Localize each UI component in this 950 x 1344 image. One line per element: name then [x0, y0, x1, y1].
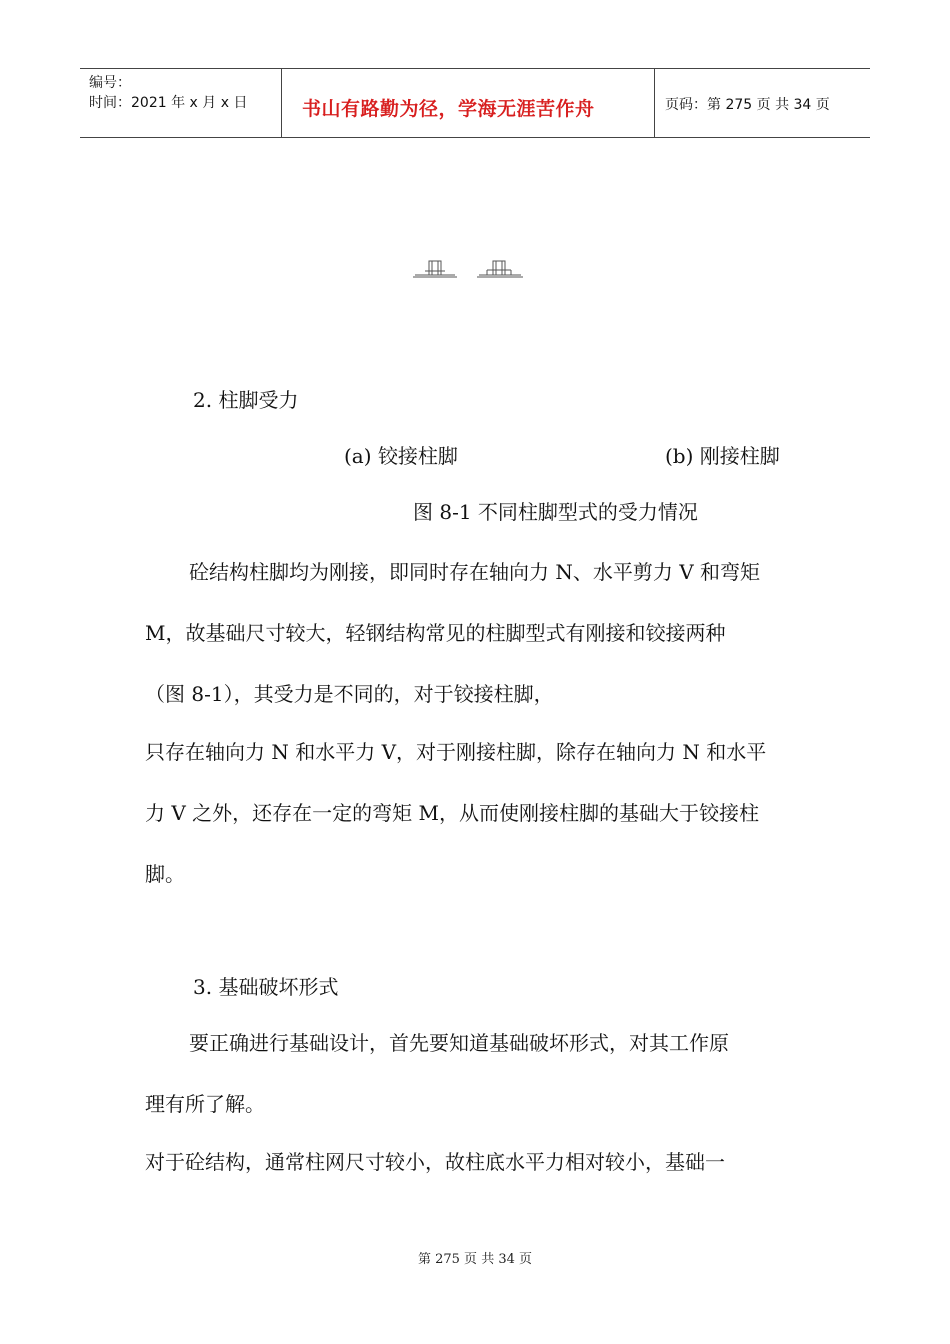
section-2-title: 2. 柱脚受力 [193, 388, 299, 412]
caption-b: (b) 刚接柱脚 [665, 444, 780, 468]
paragraph-1-line-6: 脚。 [145, 862, 185, 886]
page-info: 页码：第 275 页 共 34 页 [665, 97, 830, 113]
column-base-figure [413, 257, 525, 279]
hinged-base-icon [413, 261, 457, 277]
paragraph-1-line-3: （图 8-1），其受力是不同的，对于铰接柱脚， [145, 682, 554, 706]
paragraph-1-line-4: 只存在轴向力 N 和水平力 V，对于刚接柱脚，除存在轴向力 N 和水平 [145, 740, 767, 764]
paragraph-2-line-1: 要正确进行基础设计，首先要知道基础破坏形式，对其工作原 [189, 1031, 729, 1055]
section-3-title: 3. 基础破坏形式 [193, 975, 339, 999]
paragraph-1-line-5: 力 V 之外，还存在一定的弯矩 M，从而使刚接柱脚的基础大于铰接柱 [145, 801, 759, 825]
paragraph-1-line-2: M，故基础尺寸较大，轻钢结构常见的柱脚型式有刚接和铰接两种 [145, 621, 726, 645]
header-table [80, 68, 870, 138]
paragraph-1-line-1: 砼结构柱脚均为刚接，即同时存在轴向力 N、水平剪力 V 和弯矩 [189, 560, 761, 584]
page-footer: 第 275 页 共 34 页 [417, 1252, 533, 1267]
date-label: 时间：2021 年 x 月 x 日 [89, 95, 248, 111]
figure-caption: 图 8-1 不同柱脚型式的受力情况 [413, 500, 698, 524]
number-label: 编号： [89, 75, 131, 91]
rigid-base-icon [477, 261, 523, 277]
paragraph-3-line-1: 对于砼结构，通常柱网尺寸较小，故柱底水平力相对较小，基础一 [145, 1150, 725, 1174]
header-left-cell [80, 69, 282, 137]
caption-a: (a) 铰接柱脚 [344, 444, 458, 468]
paragraph-2-line-2: 理有所了解。 [145, 1092, 265, 1116]
header-motto: 书山有路勤为径，学海无涯苦作舟 [302, 98, 595, 120]
header-right-cell [655, 69, 870, 137]
header-middle-cell [282, 69, 655, 137]
